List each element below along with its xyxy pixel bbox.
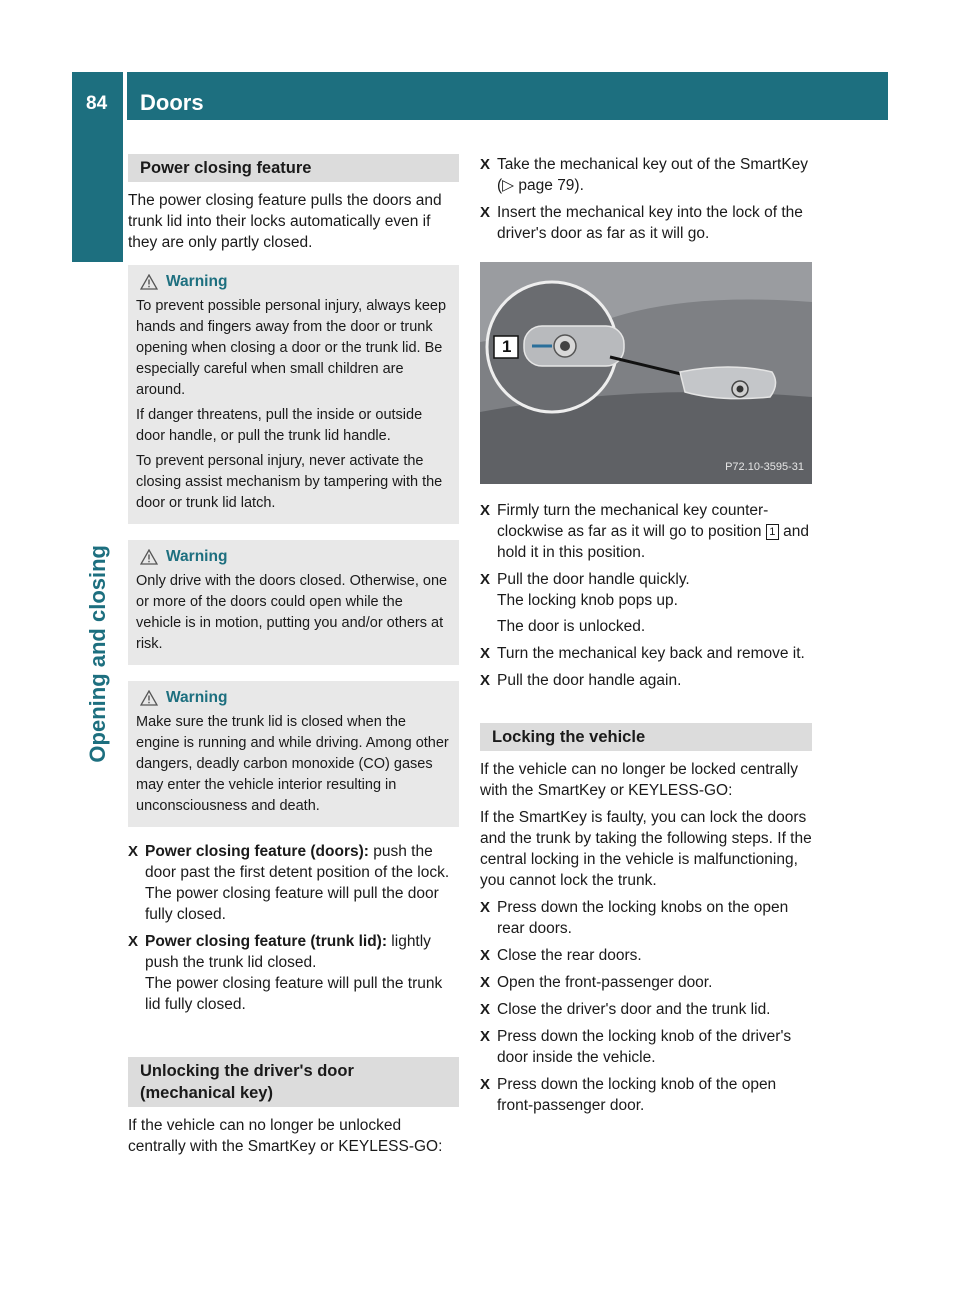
warning-title-text: Warning: [166, 689, 228, 706]
step-marker: X: [480, 1076, 491, 1093]
door-handle-drawing: [480, 262, 812, 484]
step-text: and hold it in this position.: [497, 523, 809, 561]
step-text: Press down the locking knobs on the open rear doors.: [497, 899, 789, 937]
warning-triangle-icon: [140, 690, 158, 706]
step-text: Close the driver's door and the trunk lid.: [497, 1001, 771, 1018]
step-text: push the door past the first detent position of the lock.: [145, 843, 450, 881]
instruction-step: [480, 154, 812, 196]
warning-title-text: Warning: [166, 273, 228, 290]
instruction-step: [480, 897, 812, 939]
step-text: Close the rear doors.: [497, 947, 642, 964]
step-text: Pull the door handle quickly.: [497, 571, 690, 588]
warning-box: [128, 265, 459, 524]
section-heading-power-closing: Power closing feature: [128, 154, 459, 182]
warning-text: Only drive with the doors closed. Otherwise, one or more of the doors could open while the vehicle is in motion, putting you and/or others at risk.: [136, 573, 448, 652]
side-tab-band: [72, 120, 123, 262]
door-handle-illustration: [480, 262, 812, 484]
figure-code: P72.10-3595-31: [725, 461, 804, 473]
instruction-step: [480, 569, 812, 637]
paragraph: If the vehicle can no longer be unlocked centrally with the SmartKey or KEYLESS-GO:: [128, 1117, 443, 1155]
step-text: Open the front-passenger door.: [497, 974, 713, 991]
step-text: Insert the mechanical key into the lock of the driver's door as far as it will go.: [497, 204, 803, 242]
warning-text: If danger threatens, pull the inside or outside door handle, or pull the trunk lid handle.: [136, 407, 423, 444]
warning-text: To prevent personal injury, never activate the closing assist mechanism by tampering with the door or trunk lid latch.: [136, 453, 443, 511]
paragraph: If the SmartKey is faulty, you can lock the doors and the trunk by taking the following steps. If the central locking in the vehicle is malfunctioning, you cannot lock the trunk.: [480, 809, 812, 889]
instruction-step: [480, 670, 812, 691]
callout-label: 1: [502, 337, 512, 356]
instruction-step: [128, 841, 459, 925]
warning-triangle-icon: [140, 274, 158, 290]
step-result: The power closing feature will pull the trunk lid fully closed.: [145, 975, 443, 1013]
instruction-step: [128, 931, 459, 1015]
right-column: [480, 154, 812, 1122]
warning-triangle-icon: [140, 549, 158, 565]
warning-title: [136, 546, 451, 567]
side-tab-label: Opening and closing: [85, 545, 110, 763]
step-text: Take the mechanical key out of the SmartKey (: [497, 156, 809, 194]
step-text: Firmly turn the mechanical key counter-clockwise as far as it will go to position: [497, 502, 769, 540]
step-marker: X: [480, 899, 491, 916]
warning-box: [128, 681, 459, 827]
step-text: Press down the locking knob of the driver's door inside the vehicle.: [497, 1028, 792, 1066]
step-bold: Power closing feature (doors):: [145, 843, 369, 860]
instruction-step: [480, 1074, 812, 1116]
warning-title: [136, 687, 451, 708]
instruction-step: [480, 999, 812, 1020]
step-marker: X: [480, 645, 491, 662]
step-marker: X: [480, 1028, 491, 1045]
instruction-step: [480, 202, 812, 244]
step-text: lightly push the trunk lid closed.: [145, 933, 431, 971]
warning-text: Make sure the trunk lid is closed when the engine is running and while driving. Among other dangers, deadly carbon monoxide (CO) gases may enter the vehicle interior resulting in unconsciousness and death.: [136, 714, 449, 814]
step-result: The door is unlocked.: [497, 618, 646, 635]
step-text: Press down the locking knob of the open front-passenger door.: [497, 1076, 777, 1114]
section-heading-locking: Locking the vehicle: [480, 723, 812, 751]
instruction-step: [480, 945, 812, 966]
step-marker: X: [128, 843, 139, 860]
page-reference[interactable]: page 79).: [514, 177, 584, 194]
instruction-step: [480, 643, 812, 664]
paragraph: The power closing feature pulls the doors and trunk lid into their locks automatically even if they are only partly closed.: [128, 192, 442, 251]
instruction-step: [480, 500, 812, 563]
step-marker: X: [480, 947, 491, 964]
step-marker: X: [480, 974, 491, 991]
step-result: The power closing feature will pull the door fully closed.: [145, 885, 439, 923]
step-bold: Power closing feature (trunk lid):: [145, 933, 387, 950]
instruction-step: [480, 972, 812, 993]
step-text: Turn the mechanical key back and remove it.: [497, 645, 805, 662]
step-marker: X: [480, 672, 491, 689]
instruction-step: [480, 1026, 812, 1068]
step-marker: X: [480, 502, 491, 519]
page-ref-arrow-icon: ▷: [502, 177, 515, 194]
left-column: [128, 154, 459, 1163]
step-text: Pull the door handle again.: [497, 672, 682, 689]
step-marker: X: [480, 204, 491, 221]
header-divider: [123, 72, 127, 120]
step-result: The locking knob pops up.: [497, 592, 678, 609]
paragraph: If the vehicle can no longer be locked centrally with the SmartKey or KEYLESS-GO:: [480, 761, 798, 799]
step-marker: X: [480, 1001, 491, 1018]
page-title: Doors: [140, 90, 204, 115]
section-heading-unlocking: Unlocking the driver's door (mechanical key): [128, 1057, 459, 1107]
page-number: 84: [86, 93, 108, 114]
step-marker: X: [480, 156, 491, 173]
warning-box: [128, 540, 459, 665]
position-ref-box: 1: [766, 524, 779, 540]
warning-title: [136, 271, 451, 292]
warning-title-text: Warning: [166, 548, 228, 565]
step-marker: X: [480, 571, 491, 588]
step-marker: X: [128, 933, 139, 950]
warning-text: To prevent possible personal injury, always keep hands and fingers away from the door or trunk opening when closing a door or the trunk lid. Be especially careful when small children are around.: [136, 298, 447, 398]
